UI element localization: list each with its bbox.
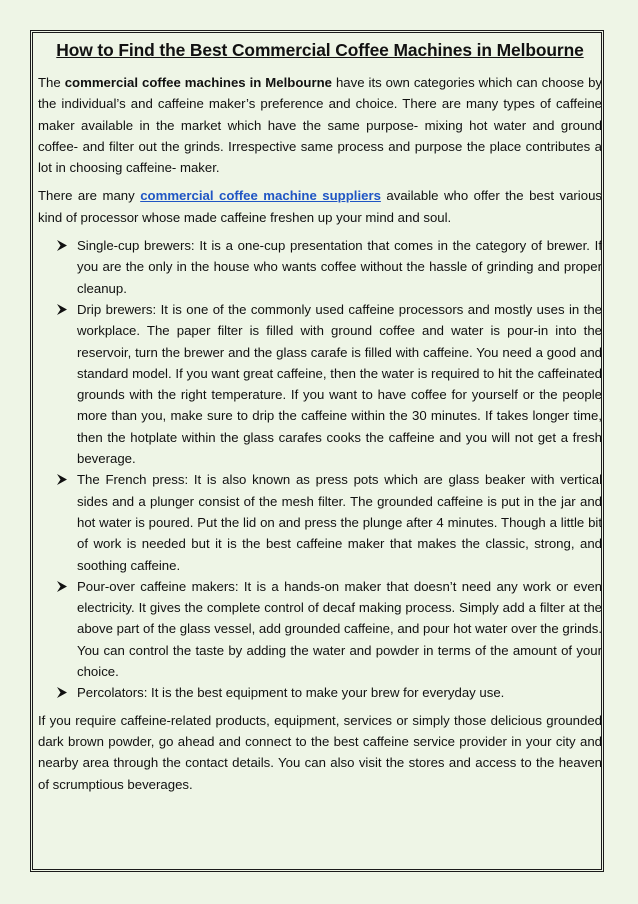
- list-item: [38, 682, 602, 703]
- intro-lead: The: [38, 75, 65, 90]
- list-item-text: The French press: It is also known as press pots which are glass beaker with vertical sides and a plunger consist of the mesh filter. The grounded caffeine is put in the jar and hot water is poured. Put the lid on and press the plunge after 4 minutes. Though a little bit of work is needed but it is the best caffeine maker that makes the classic, strong, and soothing caffeine.: [77, 472, 602, 573]
- arrow-bullet-icon: [56, 682, 68, 703]
- intro-paragraph: [38, 72, 602, 178]
- list-item-text: Drip brewers: It is one of the commonly used caffeine processors and mostly uses in the workplace. The paper filter is filled with ground coffee and water is pour-in into the reservoir, turn the brewer and the glass carafe is filled with caffeine. You need a good and standard model. If you want great caffeine, then the water is required to hit the caffeinated grounds with the right temperature. If you want to have coffee for yourself or the people more than you, make sure to drip the caffeine within the 30 minutes. If takes longer time, then the hotplate within the glass carafes cooks the caffeine and you will not get a fresh beverage.: [77, 301, 602, 467]
- suppliers-lead: There are many: [38, 188, 141, 204]
- document-title: How to Find the Best Commercial Coffee Machines in Melbourne: [56, 40, 584, 60]
- arrow-bullet-icon: [56, 235, 68, 256]
- suppliers-paragraph: [38, 185, 602, 228]
- document-body: [38, 38, 602, 795]
- list-item: [38, 576, 602, 682]
- list-item: [38, 299, 602, 469]
- arrow-bullet-icon: [56, 299, 68, 320]
- arrow-bullet-icon: [56, 576, 68, 597]
- list-item: [38, 235, 602, 299]
- list-item-text: Percolators: It is the best equipment to make your brew for everyday use.: [77, 685, 505, 701]
- brewer-types-list: [38, 235, 602, 704]
- suppliers-rest: available who offer the best various kind of processor whose made caffeine freshen up your mind and soul.: [38, 188, 602, 225]
- list-item-text: Pour-over caffeine makers: It is a hands-on maker that doesn’t need any work or even electricity. It gives the complete control of decaf making process. Simply add a filter at the above part of the glass vessel, add grounded caffeine, and pour hot water over the grinds. You can control the taste by adding the water and powder in terms of the amount of your choice.: [77, 578, 602, 680]
- intro-rest: have its own categories which can choose by the individual’s and caffeine maker’s preference and choice. There are many types of caffeine maker available in the market which have the same purpose- mixing hot water and ground coffee- and filter out the grinds. Irrespective same process and purpose the place contributes a lot in choosing caffeine- maker.: [38, 75, 603, 176]
- suppliers-link[interactable]: commercial coffee machine suppliers: [140, 188, 381, 204]
- list-item: [38, 469, 602, 575]
- list-item-text: Single-cup brewers: It is a one-cup presentation that comes in the category of brewer. If you are the only in the house who wants coffee without the hassle of grinding and proper cleanup.: [77, 238, 602, 296]
- arrow-bullet-icon: [56, 469, 68, 490]
- closing-paragraph: If you require caffeine-related products, equipment, services or simply those delicious grounded dark brown powder, go ahead and connect to the best caffeine service provider in your city and nearby area through the contact details. You can also visit the stores and access to the heaven of scrumptious beverages.: [38, 712, 602, 792]
- intro-bold-keyword: commercial coffee machines in Melbourne: [64, 75, 332, 90]
